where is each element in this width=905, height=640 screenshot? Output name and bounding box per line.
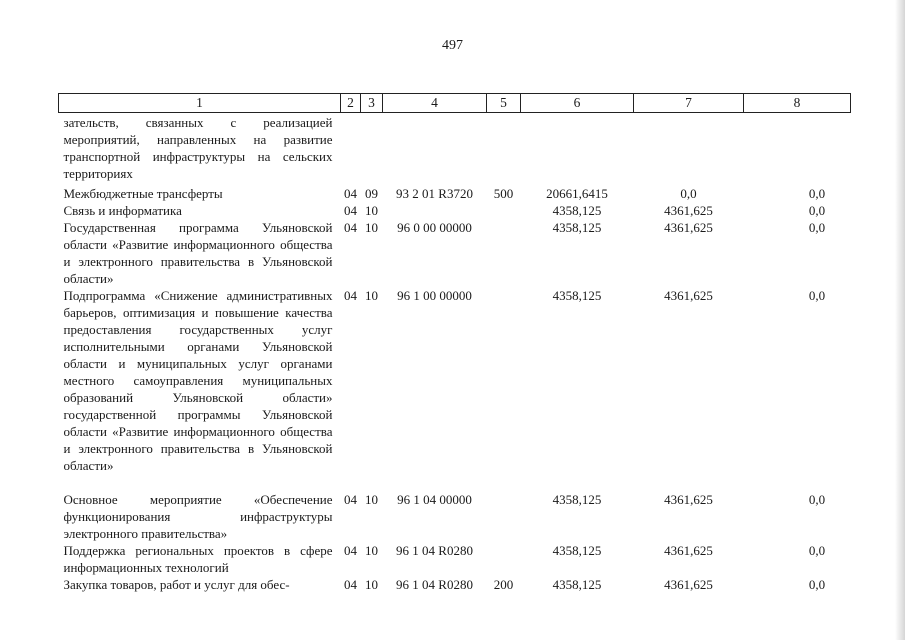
row-section [341, 113, 361, 185]
row-amount-1: 4358,125 [552, 542, 602, 558]
row-amount-3 [744, 113, 851, 185]
table-row [59, 576, 851, 593]
row-expense-type [487, 491, 521, 542]
row-target-article: 96 1 00 00000 [397, 287, 472, 303]
row-amount-2: 0,0 [680, 185, 697, 201]
row-name: зательств, связанных с реализацией мероприятий, направленных на развитие транспортной инфраструктуры на сельских территориях [63, 115, 333, 181]
table-row [59, 287, 851, 491]
row-target-article: 93 2 01 R3720 [396, 185, 473, 201]
row-amount-3: 0,0 [808, 202, 826, 218]
row-amount-1: 4358,125 [552, 491, 602, 507]
row-target-article [383, 202, 487, 219]
row-target-article: 96 1 04 R0280 [396, 576, 473, 592]
table-row [59, 113, 851, 185]
row-subsection: 10 [365, 219, 378, 235]
row-amount-3: 0,0 [808, 542, 826, 558]
row-amount-1: 4358,125 [552, 202, 602, 218]
page-number: 497 [442, 38, 463, 53]
scan-edge-shadow [895, 0, 905, 640]
budget-table [58, 93, 851, 593]
row-expense-type [487, 202, 521, 219]
row-section: 04 [344, 185, 357, 201]
row-section: 04 [344, 202, 357, 218]
header-col-2: 2 [341, 94, 361, 113]
header-col-6: 6 [521, 94, 634, 113]
row-subsection [361, 113, 383, 185]
row-section: 04 [344, 219, 357, 235]
header-col-1: 1 [59, 94, 341, 113]
table-row [59, 185, 851, 202]
row-section: 04 [344, 491, 357, 507]
header-col-3: 3 [361, 94, 383, 113]
row-amount-2: 4361,625 [664, 287, 713, 303]
row-name: Государственная программа Ульяновской области «Развитие информационного общества и электронного правительства в Ульяновской области» [63, 219, 333, 286]
row-amount-3: 0,0 [808, 576, 826, 592]
row-expense-type: 200 [493, 576, 514, 592]
row-subsection: 10 [365, 542, 378, 558]
row-amount-1: 20661,6415 [546, 185, 608, 201]
row-subsection: 10 [365, 576, 378, 592]
row-section: 04 [344, 542, 357, 558]
row-expense-type [487, 287, 521, 491]
budget-table-container [58, 93, 850, 593]
row-target-article [383, 113, 487, 185]
row-subsection: 09 [365, 185, 378, 201]
row-expense-type [487, 542, 521, 576]
header-col-7: 7 [634, 94, 744, 113]
row-name: Закупка товаров, работ и услуг для обес- [63, 576, 290, 592]
table-body [59, 113, 851, 593]
row-amount-1 [521, 113, 634, 185]
row-target-article: 96 0 00 00000 [397, 219, 472, 235]
header-col-8: 8 [744, 94, 851, 113]
row-amount-1: 4358,125 [552, 219, 602, 235]
row-amount-3: 0,0 [808, 287, 826, 303]
table-row [59, 491, 851, 542]
row-expense-type [487, 113, 521, 185]
row-amount-2: 4361,625 [664, 542, 713, 558]
row-amount-3: 0,0 [808, 491, 826, 507]
row-name: Основное мероприятие «Обеспечение функционирования инфраструктуры электронного правительства» [63, 491, 333, 541]
header-col-5: 5 [487, 94, 521, 113]
row-name: Межбюджетные трансферты [63, 185, 223, 201]
table-row [59, 542, 851, 576]
row-amount-2: 4361,625 [664, 576, 713, 592]
header-col-4: 4 [383, 94, 487, 113]
row-amount-3: 0,0 [808, 219, 826, 235]
row-name: Подпрограмма «Снижение административных барьеров, оптимизация и повышение качества предоставления государственных услуг исполнительными органами Ульяновской области и муниципальных услуг органами местного самоуправления муниципальных образований Ульяновской области» государственной программы Ульяновской области «Развитие информационного общества и электронного правительства в Ульяновской области» [63, 287, 333, 473]
row-amount-2: 4361,625 [664, 219, 713, 235]
row-target-article: 96 1 04 R0280 [396, 542, 473, 558]
row-expense-type: 500 [493, 185, 514, 201]
row-subsection: 10 [365, 287, 378, 303]
header-row [59, 94, 851, 113]
row-amount-2 [634, 113, 744, 185]
row-section: 04 [344, 287, 357, 303]
row-amount-2: 4361,625 [664, 491, 713, 507]
table-row [59, 202, 851, 219]
row-subsection: 10 [365, 202, 378, 218]
row-target-article: 96 1 04 00000 [397, 491, 472, 507]
row-name: Связь и информатика [63, 202, 182, 218]
row-section: 04 [344, 576, 357, 592]
table-row [59, 219, 851, 287]
table-header [59, 94, 851, 113]
row-amount-3: 0,0 [808, 185, 826, 201]
row-amount-1: 4358,125 [552, 576, 602, 592]
row-amount-1: 4358,125 [552, 287, 602, 303]
row-amount-2: 4361,625 [664, 202, 713, 218]
row-expense-type [487, 219, 521, 287]
row-name: Поддержка региональных проектов в сфере информационных технологий [63, 542, 333, 575]
row-subsection: 10 [365, 491, 378, 507]
